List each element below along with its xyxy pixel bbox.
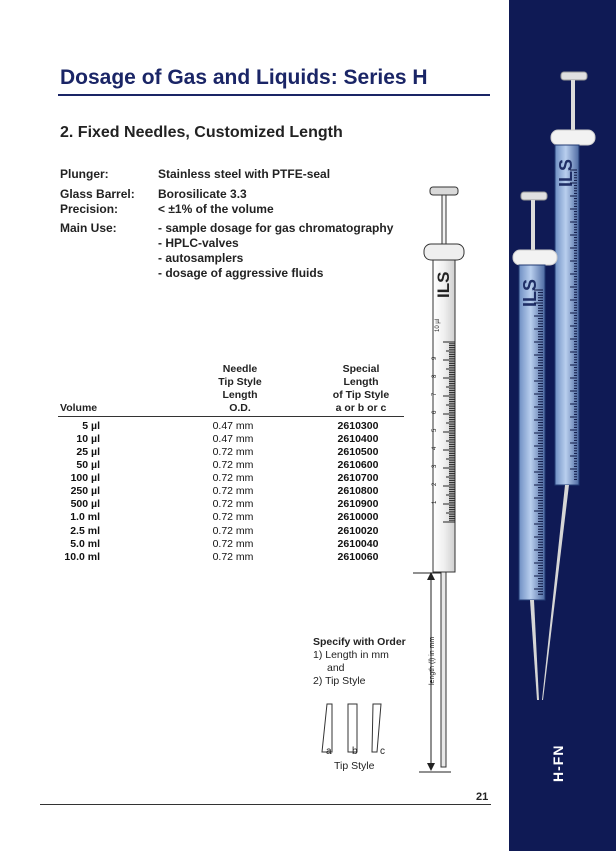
spec-label: Plunger: (60, 167, 109, 181)
plunger-rod (442, 195, 446, 248)
decor-syringes (509, 60, 616, 700)
cell-code: 2610800 (337, 485, 379, 497)
cell-code: 2610900 (337, 498, 379, 510)
cell-volume: 5 µl (82, 420, 100, 432)
cell-code: 2610600 (337, 459, 379, 471)
cell-od: 0.72 mm (212, 498, 254, 510)
tip-label-b: b (352, 746, 358, 757)
length-label: length (l) in mm (429, 636, 436, 685)
sidebar-code: H-FN (550, 744, 566, 782)
header-line: a or b or c (335, 402, 387, 414)
syringe-diagram (405, 180, 509, 780)
cell-volume: 250 µl (70, 485, 100, 497)
cell-volume: 100 µl (70, 472, 100, 484)
table-row (58, 538, 404, 551)
decor-brand-mark: ILS (556, 158, 576, 187)
table-row (58, 498, 404, 511)
table-row (58, 525, 404, 538)
table-row (58, 511, 404, 524)
table-row (58, 472, 404, 485)
scale-number: 3 (432, 464, 438, 468)
cell-od: 0.72 mm (212, 551, 254, 563)
cell-od: 0.72 mm (212, 472, 254, 484)
header-line: of Tip Style (332, 389, 390, 401)
tip-label-a: a (326, 746, 332, 757)
spec-label: Precision: (60, 202, 119, 216)
tip-b-shape (348, 704, 357, 752)
spec-label: Glass Barrel: (60, 187, 135, 201)
table-row (58, 485, 404, 498)
cell-code: 2610300 (337, 420, 379, 432)
cell-od: 0.47 mm (212, 420, 254, 432)
cell-code: 2610000 (337, 511, 379, 523)
unit-label: 10 µl (435, 318, 441, 332)
table-row (58, 459, 404, 472)
scale-number: 2 (432, 482, 438, 486)
order-heading: Specify with Order (313, 636, 406, 648)
main-use-item: - HPLC-valves (158, 236, 239, 250)
table-header-rule (58, 416, 404, 417)
tip-c-shape (372, 704, 381, 752)
cell-od: 0.72 mm (212, 511, 254, 523)
scale-number: 9 (432, 356, 438, 360)
scale-number: 1 (432, 500, 438, 504)
decor-brand-mark: ILS (520, 278, 540, 307)
needle (441, 572, 446, 767)
spec-value: < ±1% of the volume (158, 202, 274, 216)
cell-od: 0.72 mm (212, 485, 254, 497)
arrow-head-bottom (427, 763, 435, 771)
col-header-special (316, 363, 406, 415)
header-line: O.D. (229, 402, 251, 414)
header-line: Needle (222, 363, 258, 375)
header-line: Length (222, 389, 258, 401)
header-line: Length (343, 376, 379, 388)
order-note (313, 636, 406, 688)
title-divider (58, 94, 490, 96)
tip-style-caption: Tip Style (334, 760, 375, 772)
table-row (58, 446, 404, 459)
spec-label: Main Use: (60, 221, 117, 235)
section-heading: 2. Fixed Needles, Customized Length (60, 124, 343, 141)
scale-number: 8 (432, 374, 438, 378)
cell-code: 2610400 (337, 433, 379, 445)
cell-od: 0.47 mm (212, 433, 254, 445)
cell-volume: 2.5 ml (70, 525, 100, 537)
spec-value: - sample dosage for gas chromatography (158, 221, 394, 235)
cell-volume: 500 µl (70, 498, 100, 510)
table-row (58, 551, 404, 564)
tip-a-shape (322, 704, 332, 752)
cell-od: 0.72 mm (212, 538, 254, 550)
cell-code: 2610060 (337, 551, 379, 563)
scale-number: 7 (432, 392, 438, 396)
cell-code: 2610020 (337, 525, 379, 537)
cell-code: 2610500 (337, 446, 379, 458)
scale-number: 5 (432, 428, 438, 432)
order-line: and (327, 662, 345, 674)
header-line: Special (342, 363, 380, 375)
spec-value: Stainless steel with PTFE-seal (158, 167, 331, 181)
page-title: Dosage of Gas and Liquids: Series H (60, 66, 428, 89)
spec-value: Borosilicate 3.3 (158, 187, 247, 201)
cell-code: 2610700 (337, 472, 379, 484)
cell-volume: 1.0 ml (70, 511, 100, 523)
col-header-needle (195, 363, 285, 415)
cell-volume: 5.0 ml (70, 538, 100, 550)
plunger-cap (430, 187, 458, 195)
col-header-volume: Volume (60, 402, 98, 414)
header-line: Tip Style (218, 376, 262, 388)
main-use-item: - autosamplers (158, 251, 244, 265)
scale-number: 4 (432, 446, 438, 450)
main-use-item: - dosage of aggressive fluids (158, 266, 324, 280)
cell-volume: 10 µl (76, 433, 100, 445)
barrel-collar (424, 244, 464, 260)
order-line: 1) Length in mm (313, 649, 389, 661)
cell-code: 2610040 (337, 538, 379, 550)
cell-volume: 10.0 ml (64, 551, 100, 563)
cell-volume: 25 µl (76, 446, 100, 458)
tip-label-c: c (380, 746, 385, 757)
footer-rule (40, 804, 491, 805)
page-number: 21 (476, 791, 489, 803)
decor-syringe-back (542, 72, 595, 700)
table-row (58, 433, 404, 446)
cell-od: 0.72 mm (212, 459, 254, 471)
table-row (58, 420, 404, 433)
cell-volume: 50 µl (76, 459, 100, 471)
cell-od: 0.72 mm (212, 446, 254, 458)
brand-mark: ILS (434, 271, 453, 298)
scale-number: 6 (432, 410, 438, 414)
cell-od: 0.72 mm (212, 525, 254, 537)
main-use-list (158, 236, 323, 281)
order-line: 2) Tip Style (313, 675, 366, 687)
